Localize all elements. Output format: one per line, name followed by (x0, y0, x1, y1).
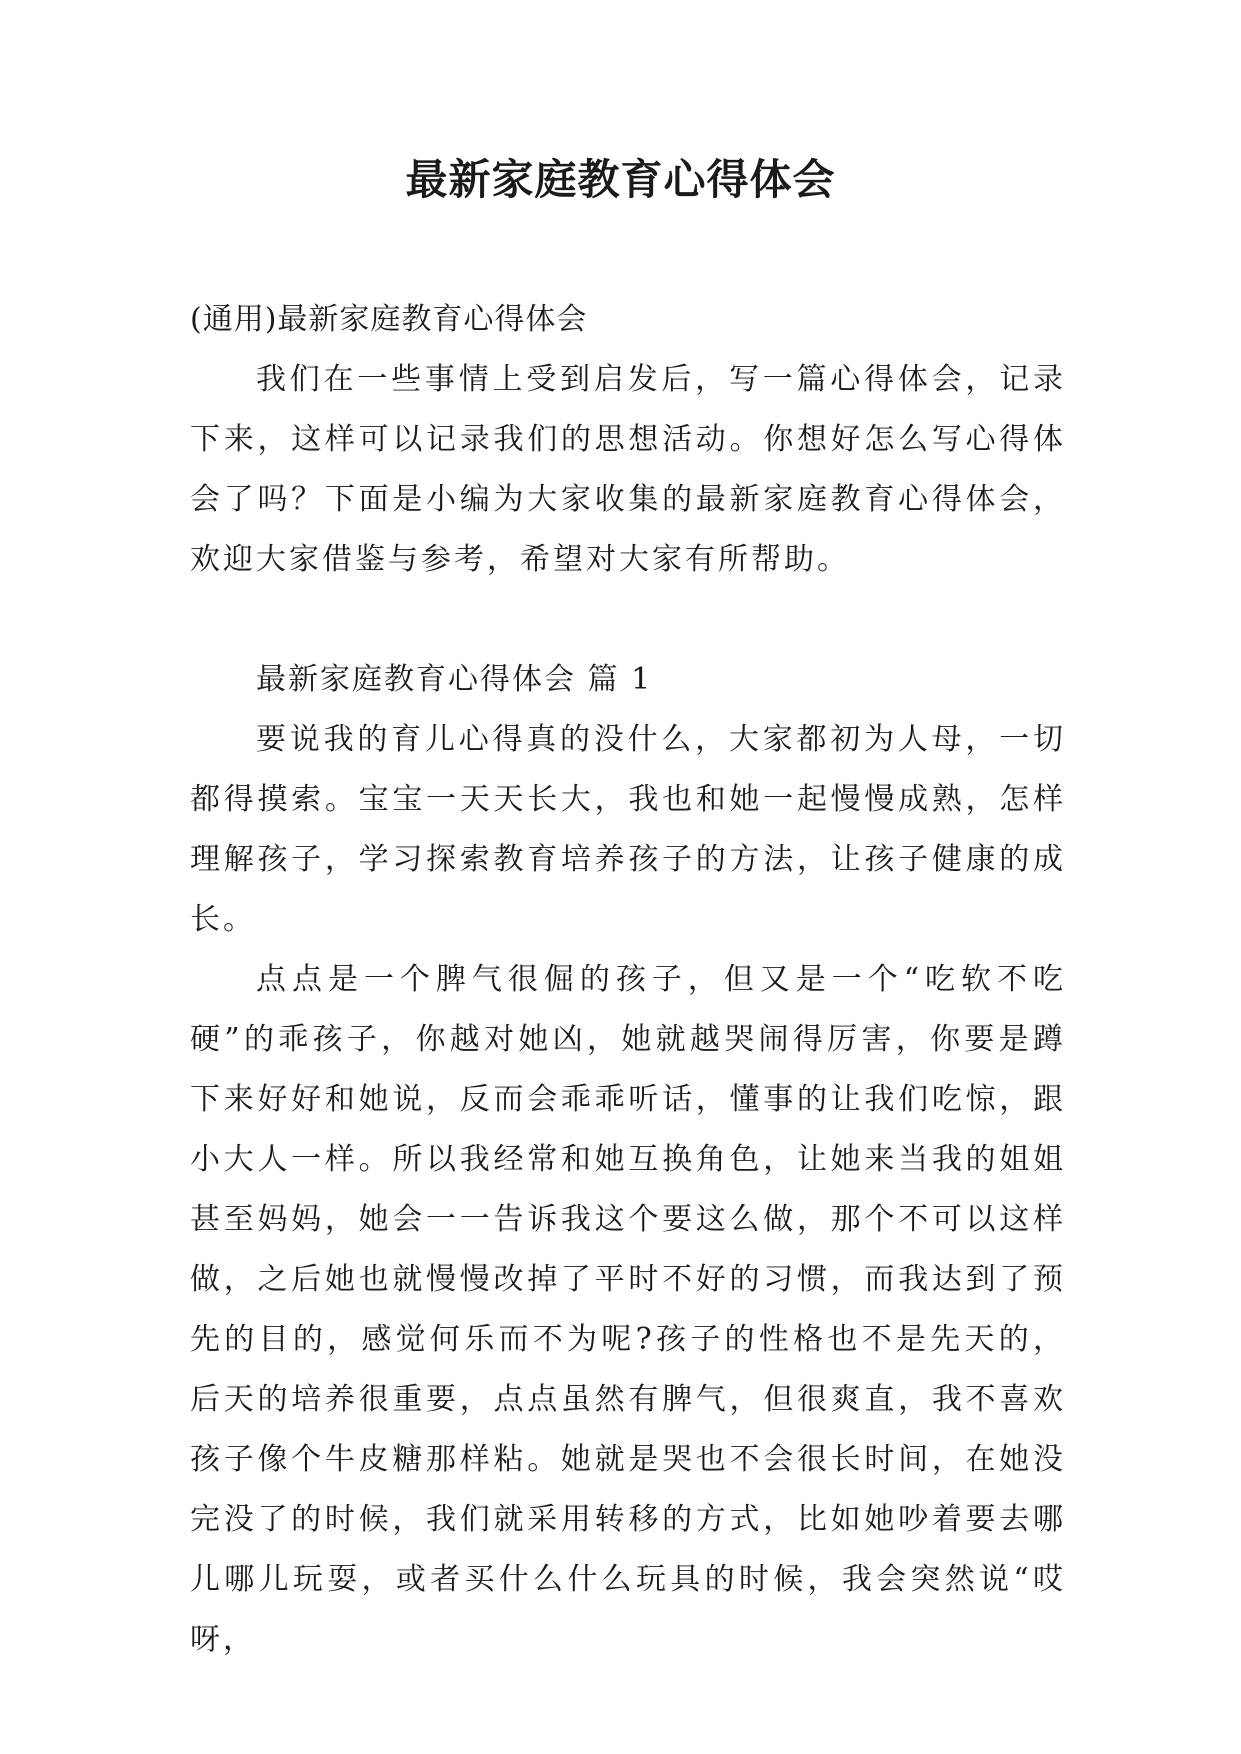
body-paragraph: 点点是一个脾气很倔的孩子，但又是一个“吃软不吃硬”的乖孩子，你越对她凶，她就越哭闹得厉害，你要是蹲下来好好和她说，反而会乖乖听话，懂事的让我们吃惊，跟小大人一样。所以我经常和她互换角色，让她来当我的姐姐甚至妈妈，她会一一告诉我这个要这么做，那个不可以这样做，之后她也就慢慢改掉了平时不好的习惯，而我达到了预先的目的，感觉何乐而不为呢?孩子的性格也不是先天的，后天的培养很重要，点点虽然有脾气，但很爽直，我不喜欢孩子像个牛皮糖那样粘。她就是哭也不会很长时间，在她没完没了的时候，我们就采用转移的方式，比如她吵着要去哪儿哪儿玩耍，或者买什么什么玩具的时候，我会突然说“哎呀， (190, 962, 1066, 1657)
intro-paragraph: 我们在一些事情上受到启发后，写一篇心得体会，记录下来，这样可以记录我们的思想活动。你想好怎么写心得体会了吗？下面是小编为大家收集的最新家庭教育心得体会，欢迎大家借鉴与参考，希望对大家有所帮助。 (190, 362, 1066, 577)
section-heading: 最新家庭教育心得体会 篇 1 (256, 662, 653, 697)
document-title: 最新家庭教育心得体会 (405, 155, 836, 204)
document-body (190, 290, 1066, 1670)
body-paragraph: 要说我的育儿心得真的没什么，大家都初为人母，一切都得摸索。宝宝一天天长大，我也和她一起慢慢成熟，怎样理解孩子，学习探索教育培养孩子的方法，让孩子健康的成长。 (190, 722, 1066, 937)
document-subtitle: (通用)最新家庭教育心得体会 (190, 302, 588, 337)
